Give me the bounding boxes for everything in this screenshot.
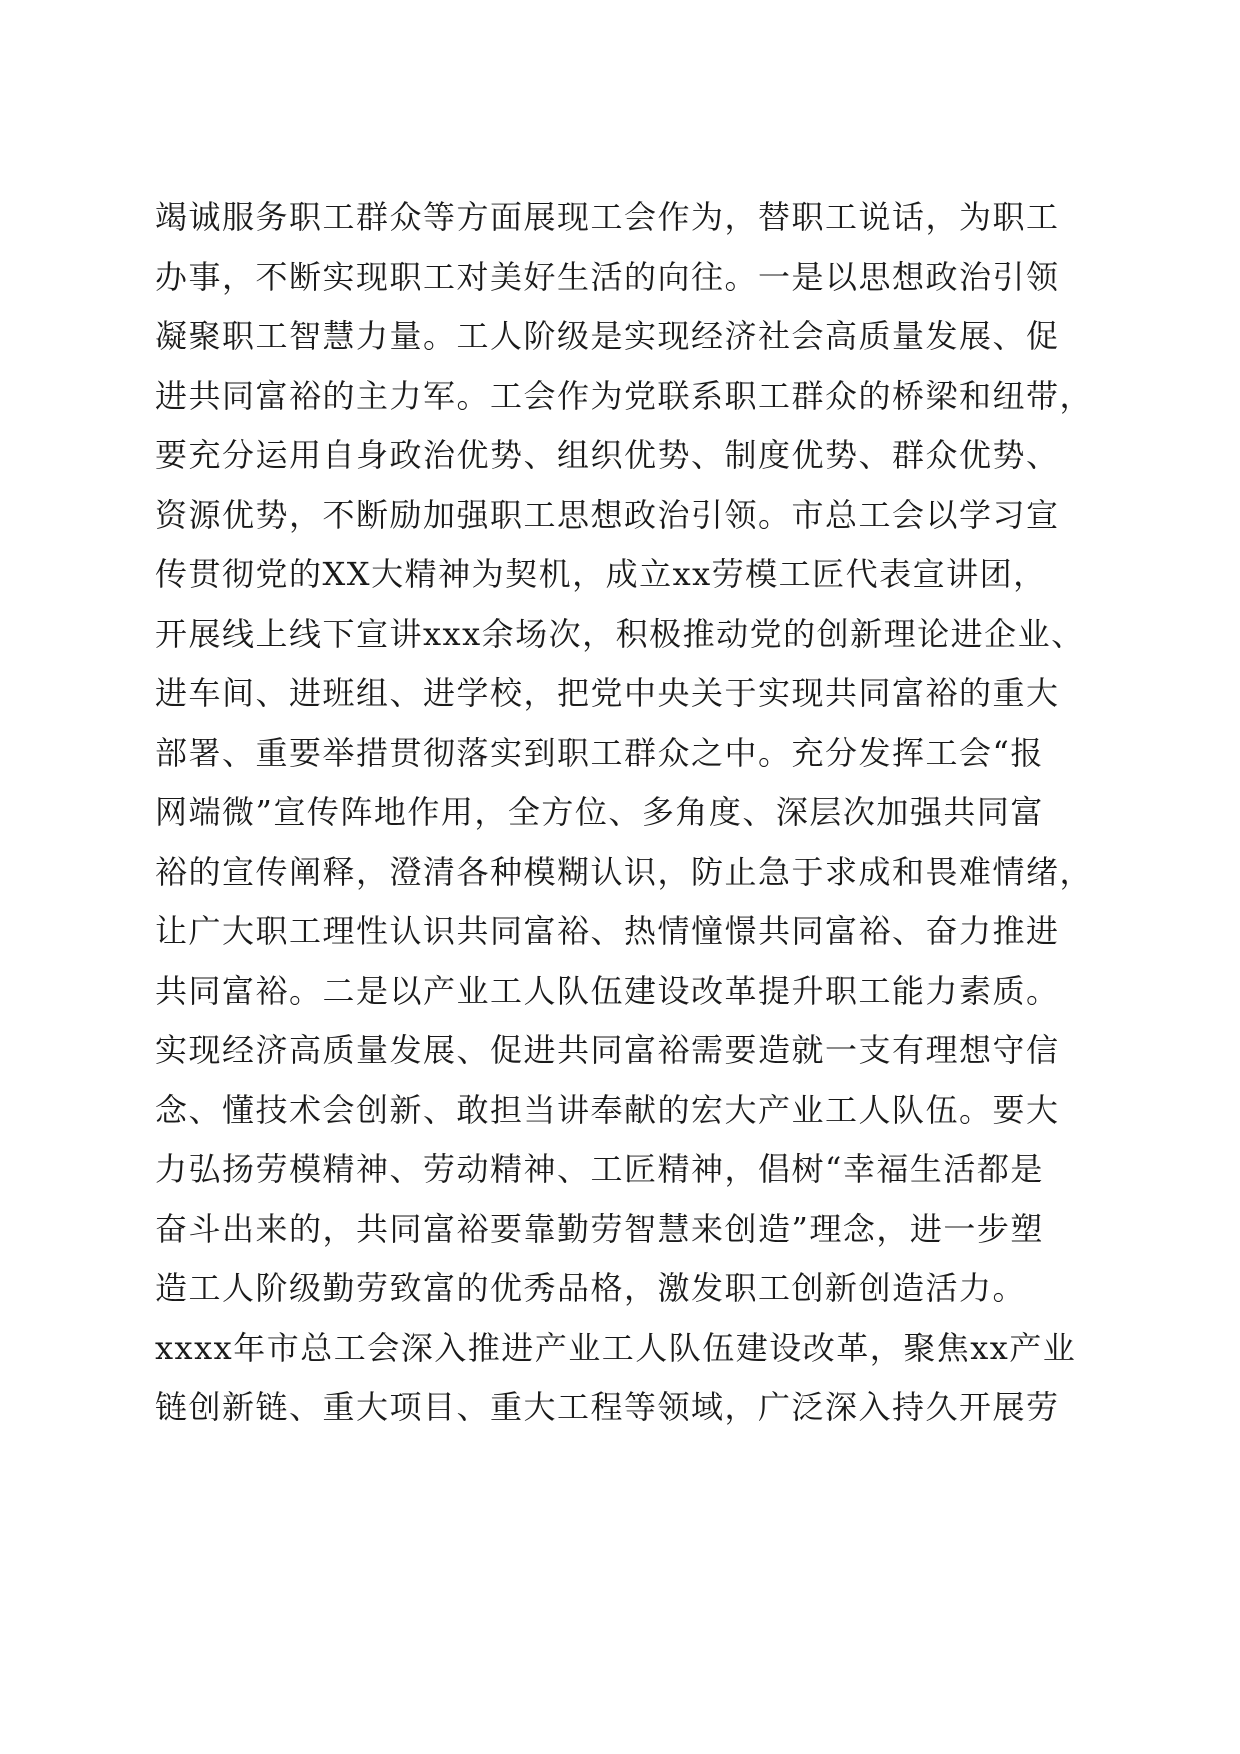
body-paragraph bbox=[155, 188, 1095, 1438]
text-line: 共同富裕。二是以产业工人队伍建设改革提升职工能力素质。 bbox=[155, 971, 1060, 1010]
text-line: 让广大职工理性认识共同富裕、热情憧憬共同富裕、奋力推进 bbox=[155, 912, 1060, 950]
text-line: xxxx年市总工会深入推进产业工人队伍建设改革，聚焦xx产业 bbox=[155, 1328, 1077, 1367]
text-line: 凝聚职工智慧力量。工人阶级是实现经济社会高质量发展、促 bbox=[155, 317, 1060, 355]
text-line: 传贯彻党的XX大精神为契机，成立xx劳模工匠代表宣讲团， bbox=[155, 555, 1047, 593]
text-line: 实现经济高质量发展、促进共同富裕需要造就一支有理想守信 bbox=[155, 1031, 1060, 1069]
text-line: 力弘扬劳模精神、劳动精神、工匠精神，倡树“幸福生活都是 bbox=[155, 1150, 1044, 1188]
text-line: 办事，不断实现职工对美好生活的向往。一是以思想政治引领 bbox=[155, 257, 1060, 296]
text-line: 奋斗出来的，共同富裕要靠勤劳智慧来创造”理念，进一步塑 bbox=[155, 1209, 1044, 1248]
text-line: 进共同富裕的主力军。工会作为党联系职工群众的桥梁和纽带， bbox=[155, 376, 1094, 415]
text-line: 裕的宣传阐释，澄清各种模糊认识，防止急于求成和畏难情绪， bbox=[155, 852, 1094, 891]
text-line: 资源优势，不断励加强职工思想政治引领。市总工会以学习宣 bbox=[155, 495, 1060, 534]
text-line: 链创新链、重大项目、重大工程等领域，广泛深入持久开展劳 bbox=[155, 1388, 1060, 1426]
text-line: 竭诚服务职工群众等方面展现工会作为，替职工说话，为职工 bbox=[155, 198, 1060, 236]
text-line: 进车间、进班组、进学校，把党中央关于实现共同富裕的重大 bbox=[155, 674, 1060, 712]
text-line: 念、懂技术会创新、敢担当讲奉献的宏大产业工人队伍。要大 bbox=[155, 1090, 1060, 1129]
text-line: 开展线上线下宣讲xxx余场次，积极推动党的创新理论进企业、 bbox=[155, 614, 1085, 653]
text-line: 造工人阶级勤劳致富的优秀品格，激发职工创新创造活力。 bbox=[155, 1269, 1027, 1307]
text-line: 网端微”宣传阵地作用，全方位、多角度、深层次加强共同富 bbox=[155, 793, 1044, 831]
text-line: 部署、重要举措贯彻落实到职工群众之中。充分发挥工会“报 bbox=[155, 733, 1044, 772]
text-line: 要充分运用自身政治优势、组织优势、制度优势、群众优势、 bbox=[155, 436, 1060, 474]
